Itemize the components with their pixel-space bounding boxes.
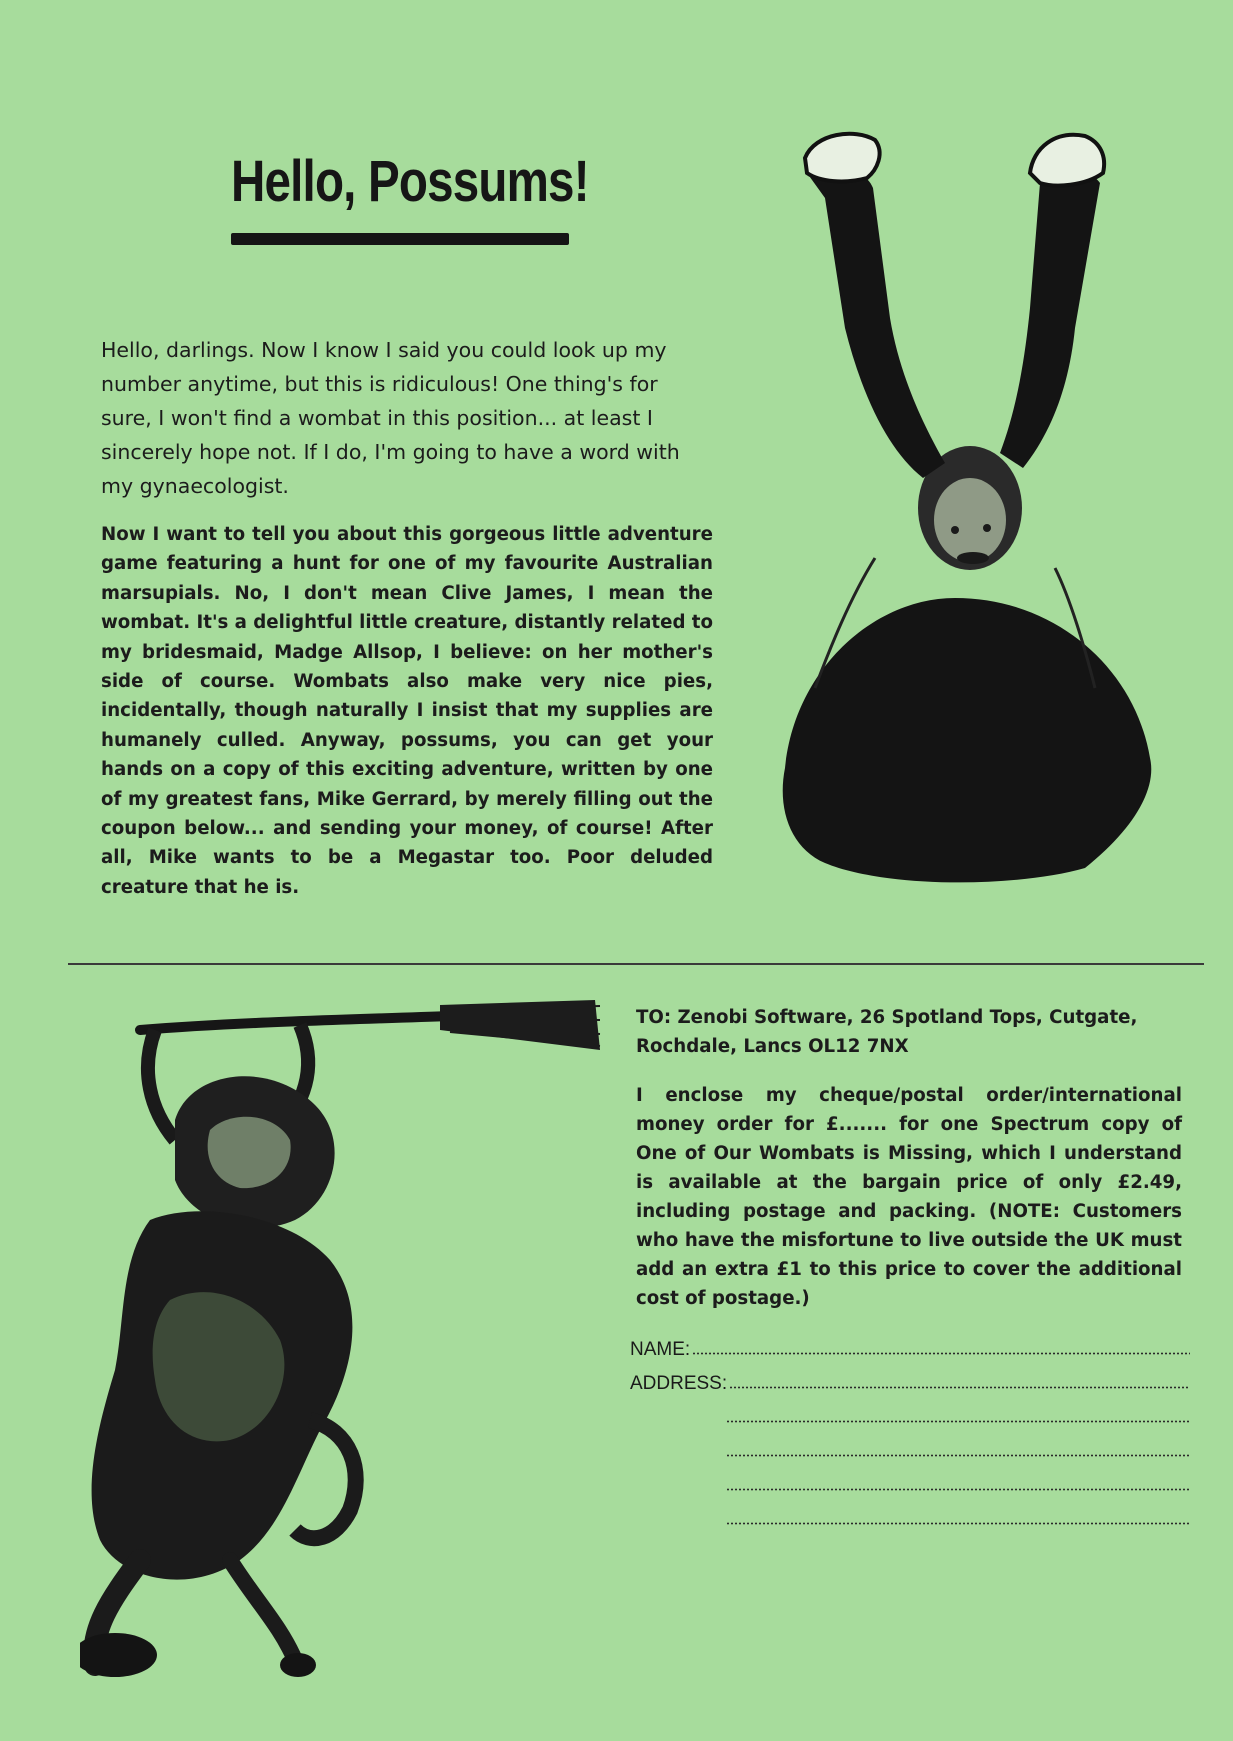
body-paragraph: Now I want to tell you about this gorgeous little adventure game featuring a hunt for one of my favourite Australian marsupials. No, I don't mean Clive James, I mean the wombat. It's a delightful little creature, distantly related to my bridesmaid, Madge Allsop, I believe: on her mother's side of course. Wombats also make very nice pies, incidentally, though naturally I insist that my supplies are humanely culled. Anyway, possums, you can get your hands on a copy of this exciting adventure, written by one of my greatest fans, Mike Gerrard, by merely filling out the coupon below... and sending your money, of course! After all, Mike wants to be a Megastar too. Poor deluded creature that he is. [101, 524, 713, 898]
section-divider [68, 963, 1204, 965]
coupon-order-text: I enclose my cheque/postal order/international money order for £....... for one Spectrum copy of One of Our Wombats is Missing, which I understand is available at the bargain price of only £2.49, including postage and packing. (NOTE: Customers who have the misfortune to live outside the UK must add an extra £1 to this price to cover the additional cost of postage.) [636, 1085, 1182, 1309]
intro-paragraph [101, 333, 713, 503]
witch-on-broomstick-illustration [80, 1000, 605, 1680]
coupon-form [630, 1327, 1190, 1531]
address-field-line[interactable] [726, 1420, 1190, 1423]
address-field-line[interactable] [726, 1454, 1190, 1457]
headline: Hello, Possums! [231, 149, 589, 214]
address-field-line[interactable] [726, 1488, 1190, 1491]
coupon-address: TO: Zenobi Software, 26 Spotland Tops, Cutgate, Rochdale, Lancs OL12 7NX [636, 1007, 1138, 1057]
address-line-5[interactable] [630, 1497, 1190, 1531]
address-field-line[interactable] [726, 1522, 1190, 1525]
name-field-line[interactable] [692, 1352, 1190, 1355]
headline-underline [231, 233, 569, 245]
order-coupon [636, 1003, 1182, 1331]
address-line-3[interactable] [630, 1429, 1190, 1463]
intro-text: Hello, darlings. Now I know I said you could look up my number anytime, but this is ridiculous! One thing's for sure, I won't find a wombat in this position... at least I sincerely hope not. If I do, I'm going to have a word with my gynaecologist. [101, 338, 680, 498]
address-line-4[interactable] [630, 1463, 1190, 1497]
name-row[interactable] [630, 1327, 1190, 1361]
upside-down-figure-photo [755, 128, 1165, 888]
address-row[interactable] [630, 1361, 1190, 1395]
address-field-line[interactable] [729, 1386, 1190, 1389]
address-line-2[interactable] [630, 1395, 1190, 1429]
address-label: ADDRESS: [630, 1373, 728, 1394]
name-label: NAME: [630, 1339, 691, 1360]
